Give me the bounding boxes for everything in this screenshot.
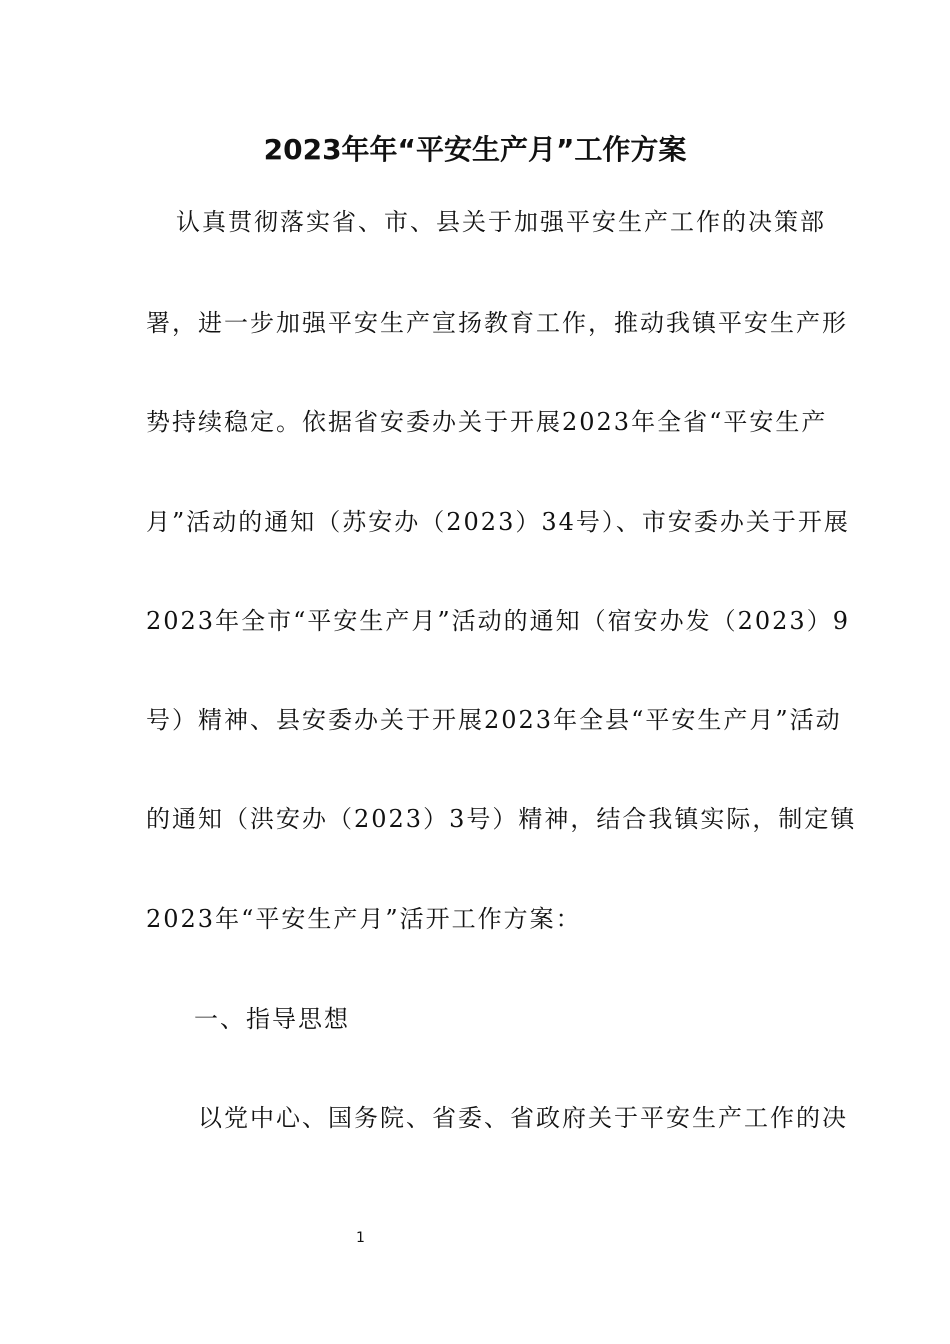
paragraph-line: 2023年“平安生产月”活开工作方案： — [146, 905, 582, 933]
paragraph-line: 号）精神、县安委办关于开展2023年全县“平安生产月”活动 — [146, 706, 842, 734]
section-heading: 一、指导思想 — [194, 1005, 350, 1033]
paragraph-line: 以党中心、国务院、省委、省政府关于平安生产工作的决 — [198, 1104, 848, 1132]
paragraph-line: 认真贯彻落实省、市、县关于加强平安生产工作的决策部 — [176, 208, 826, 236]
paragraph-line: 的通知（洪安办（2023）3号）精神，结合我镇实际，制定镇 — [146, 805, 857, 833]
document-title: 2023年年“平安生产月”工作方案 — [263, 133, 687, 166]
paragraph-line: 月”活动的通知（苏安办（2023）34号）、市安委办关于开展 — [146, 508, 850, 536]
page-number: 1 — [356, 1230, 365, 1246]
paragraph-line: 势持续稳定。依据省安委办关于开展2023年全省“平安生产 — [146, 408, 828, 436]
paragraph-line: 2023年全市“平安生产月”活动的通知（宿安办发（2023）9 — [146, 607, 850, 635]
paragraph-line: 署，进一步加强平安生产宣扬教育工作，推动我镇平安生产形 — [146, 309, 848, 337]
